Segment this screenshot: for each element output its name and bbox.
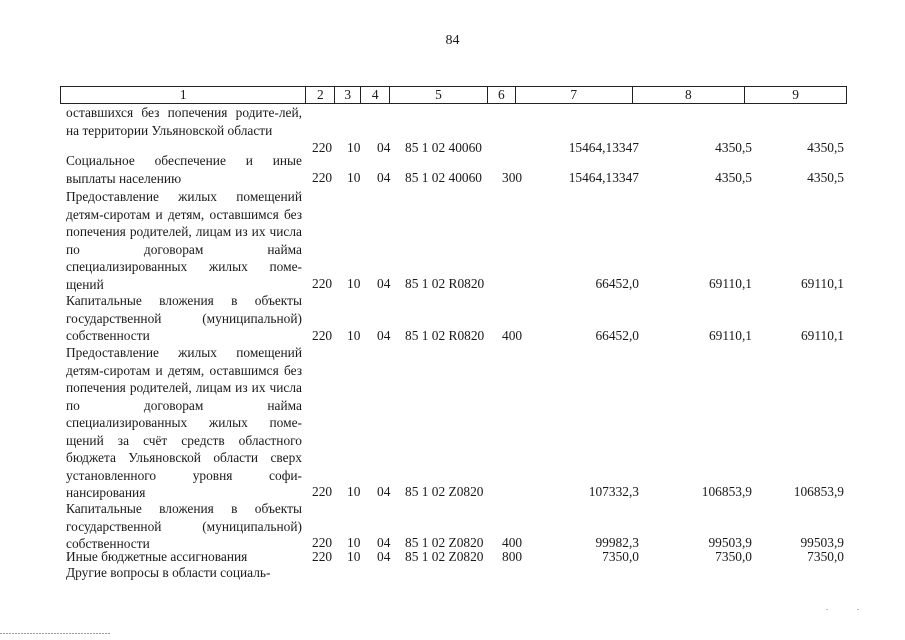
table-row xyxy=(0,344,905,500)
row-grbs: 220 xyxy=(312,276,333,291)
header-col-2: 2 xyxy=(306,87,335,103)
page-number: 84 xyxy=(445,33,460,48)
row-amount-year1: 107332,3 xyxy=(588,484,639,499)
header-col-6: 6 xyxy=(488,87,516,103)
row-subsection: 04 xyxy=(377,535,391,550)
row-expense-type: 800 xyxy=(502,549,523,564)
row-name: Предоставление жилых помещений детям-сиротам и детям, оставшимся без попечения родителей, лицам из их числа по договорам найма специализированных жилых поме-щений xyxy=(66,189,302,292)
row-subsection: 04 xyxy=(377,276,391,291)
row-amount-year1: 7350,0 xyxy=(602,549,639,564)
row-section: 10 xyxy=(347,170,361,185)
row-amount-year3: 7350,0 xyxy=(807,549,844,564)
header-col-4: 4 xyxy=(361,87,390,103)
row-section: 10 xyxy=(347,140,361,155)
row-amount-year3: 106853,9 xyxy=(793,484,844,499)
row-section: 10 xyxy=(347,549,361,564)
row-amount-year3: 4350,5 xyxy=(807,140,844,155)
row-target-code: 85 1 02 Z0820 xyxy=(405,549,484,564)
row-expense-type: 400 xyxy=(502,535,523,550)
row-name: Другие вопросы в области социаль- xyxy=(66,565,271,580)
row-section: 10 xyxy=(347,328,361,343)
row-target-code: 85 1 02 40060 xyxy=(405,140,482,155)
table-row xyxy=(0,292,905,344)
row-target-code: 85 1 02 Z0820 xyxy=(405,535,484,550)
table-row xyxy=(0,152,905,188)
table-header xyxy=(60,86,847,104)
scan-artifact-mark xyxy=(857,609,859,610)
row-amount-year2: 7350,0 xyxy=(715,549,752,564)
table-row xyxy=(0,564,905,582)
row-name: Капитальные вложения в объекты государственной (муниципальной) собственности xyxy=(66,293,302,343)
row-amount-year2: 69110,1 xyxy=(708,328,752,343)
header-col-1: 1 xyxy=(61,87,306,103)
row-amount-year3: 4350,5 xyxy=(807,170,844,185)
row-amount-year1: 15464,13347 xyxy=(568,170,639,185)
row-name: Социальное обеспечение и иные выплаты населению xyxy=(66,153,302,186)
row-amount-year2: 106853,9 xyxy=(701,484,752,499)
row-expense-type: 300 xyxy=(502,170,523,185)
row-grbs: 220 xyxy=(312,535,333,550)
row-target-code: 85 1 02 R0820 xyxy=(405,328,485,343)
row-target-code: 85 1 02 R0820 xyxy=(405,276,485,291)
row-amount-year3: 69110,1 xyxy=(800,276,844,291)
row-name: Иные бюджетные ассигнования xyxy=(66,549,248,564)
scan-artifact-mark xyxy=(826,609,828,610)
row-grbs: 220 xyxy=(312,170,333,185)
row-amount-year2: 4350,5 xyxy=(715,170,752,185)
row-subsection: 04 xyxy=(377,170,391,185)
row-amount-year1: 66452,0 xyxy=(595,328,639,343)
row-subsection: 04 xyxy=(377,328,391,343)
row-section: 10 xyxy=(347,535,361,550)
row-amount-year1: 15464,13347 xyxy=(568,140,639,155)
header-col-7: 7 xyxy=(516,87,633,103)
row-name: оставшихся без попечения родите-лей, на территории Ульяновской области xyxy=(66,105,302,138)
header-col-5: 5 xyxy=(390,87,488,103)
row-amount-year2: 99503,9 xyxy=(708,535,752,550)
table-row xyxy=(0,188,905,292)
row-amount-year1: 99982,3 xyxy=(595,535,639,550)
row-grbs: 220 xyxy=(312,484,333,499)
row-subsection: 04 xyxy=(377,140,391,155)
row-name: Предоставление жилых помещений детям-сиротам и детям, оставшимся без попечения родителей, лицам из их числа по договорам найма специализированных жилых поме-щений за счёт средств областного бюджета Ульяновской области сверх установленного уровня софи-нансирования xyxy=(66,345,302,500)
row-amount-year2: 4350,5 xyxy=(715,140,752,155)
row-amount-year1: 66452,0 xyxy=(595,276,639,291)
row-section: 10 xyxy=(347,484,361,499)
row-subsection: 04 xyxy=(377,549,391,564)
row-amount-year3: 99503,9 xyxy=(800,535,844,550)
row-subsection: 04 xyxy=(377,484,391,499)
table-row xyxy=(0,500,905,551)
table-row xyxy=(0,548,905,564)
header-col-9: 9 xyxy=(792,87,799,102)
row-grbs: 220 xyxy=(312,140,333,155)
table-body xyxy=(0,104,905,582)
table-row xyxy=(0,104,905,155)
row-target-code: 85 1 02 Z0820 xyxy=(405,484,484,499)
row-expense-type: 400 xyxy=(502,328,523,343)
row-grbs: 220 xyxy=(312,549,333,564)
header-col-3: 3 xyxy=(335,87,361,103)
row-name: Капитальные вложения в объекты государственной (муниципальной) собственности xyxy=(66,501,302,551)
scan-artifact-line xyxy=(0,633,110,634)
row-section: 10 xyxy=(347,276,361,291)
row-amount-year3: 69110,1 xyxy=(800,328,844,343)
header-col-8: 8 xyxy=(633,87,746,103)
row-target-code: 85 1 02 40060 xyxy=(405,170,482,185)
row-amount-year2: 69110,1 xyxy=(708,276,752,291)
row-grbs: 220 xyxy=(312,328,333,343)
